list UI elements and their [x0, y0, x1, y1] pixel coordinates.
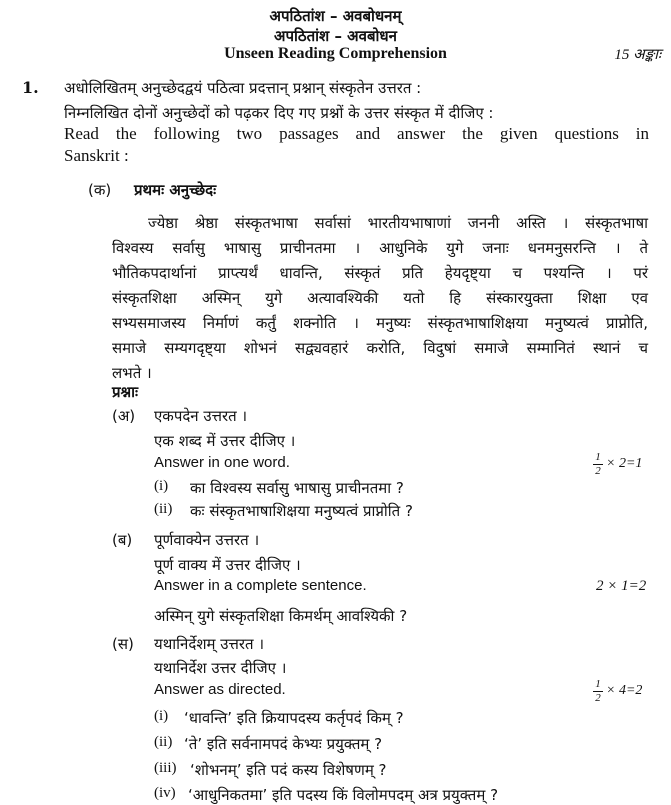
section-b-english: Answer in a complete sentence.	[154, 577, 367, 594]
section-c-item-num: (iv)	[154, 785, 176, 801]
question-number: 1.	[22, 78, 39, 97]
title-sanskrit: अपठितांश – अवबोधनम्	[269, 7, 402, 25]
section-a-marks	[593, 451, 653, 481]
section-c-item-text: ‘धावन्ति’ इति क्रियापदस्य कर्तृपदं किम् ?	[184, 709, 404, 727]
questions-heading: प्रश्नाः	[112, 383, 139, 401]
section-c-marks-rest: × 4=2	[606, 683, 643, 698]
section-a-sanskrit: एकपदेन उत्तरत ।	[154, 407, 248, 425]
passage-line: लभते ।	[112, 364, 152, 382]
section-c-marks-num: 1	[595, 678, 601, 690]
section-c-marks	[593, 678, 653, 708]
passage-line: विश्वस्य सर्वासु भाषासु प्राचीनतमा । आधुनिके युगे जनाः धनमनुसरन्ति । ते	[112, 239, 648, 257]
section-b-label: (ब)	[112, 531, 133, 549]
passage-label: (क)	[88, 181, 112, 199]
instruction-english-2: Sanskrit :	[64, 146, 129, 165]
section-c-item-text: ‘शोभनम्’ इति पदं कस्य विशेषणम् ?	[190, 761, 387, 779]
instruction-sanskrit: अधोलिखितम् अनुच्छेदद्वयं पठित्वा प्रदत्तान् प्रश्नान् संस्कृतेन उत्तरत :	[64, 79, 422, 97]
section-a-hindi: एक शब्द में उत्तर दीजिए ।	[154, 432, 296, 450]
section-c-item-text: ‘ते’ इति सर्वनामपदं केभ्यः प्रयुक्तम् ?	[184, 735, 383, 753]
total-marks: 15 अङ्काः	[614, 47, 661, 63]
section-c-item-num: (ii)	[154, 734, 173, 750]
section-c-english: Answer as directed.	[154, 681, 286, 698]
passage-line: संस्कृतशिक्षा अस्मिन् युगे अत्यावश्यिकी यतो हि संस्कारयुक्ता शिक्षा एव	[112, 289, 648, 307]
section-a-marks-den: 2	[595, 465, 601, 477]
section-a-marks-rest: × 2=1	[606, 456, 643, 471]
section-c-item-num: (i)	[154, 708, 169, 724]
section-a-item-num: (i)	[154, 478, 169, 494]
section-b-marks: 2 × 1=2	[596, 578, 647, 594]
section-a-english: Answer in one word.	[154, 454, 290, 471]
section-c-sanskrit: यथानिर्देशम् उत्तरत ।	[154, 635, 265, 653]
passage-line: सभ्यसमाजस्य निर्माणं कर्तुं शक्नोति । मनुष्यः संस्कृतभाषाशिक्षया मनुष्यत्वं प्राप्नोति,	[112, 314, 648, 332]
section-a-marks-num: 1	[595, 451, 601, 463]
section-b-hindi: पूर्ण वाक्य में उत्तर दीजिए ।	[154, 556, 301, 574]
instruction-hindi: निम्नलिखित दोनों अनुच्छेदों को पढ़कर दिए गए प्रश्नों के उत्तर संस्कृत में दीजिए :	[64, 104, 494, 122]
title-english: Unseen Reading Comprehension	[224, 45, 447, 62]
section-b-question: अस्मिन् युगे संस्कृतशिक्षा किमर्थम् आवश्यिकी ?	[154, 607, 408, 625]
section-c-marks-den: 2	[595, 692, 601, 704]
section-b-sanskrit: पूर्णवाक्येन उत्तरत ।	[154, 531, 260, 549]
passage-line: भौतिकपदार्थानां प्राप्त्यर्थं धावन्ति, संस्कृतं प्रति हेयदृष्ट्या च पश्यन्ति । परं	[112, 264, 648, 282]
passage-line: ज्येष्ठा श्रेष्ठा संस्कृतभाषा सर्वासां भारतीयभाषाणां जननी अस्ति । संस्कृतभाषा	[148, 214, 648, 232]
section-c-hindi: यथानिर्देश उत्तर दीजिए ।	[154, 659, 287, 677]
section-a-item-text: का विश्वस्य सर्वासु भाषासु प्राचीनतमा ?	[190, 479, 404, 497]
section-c-item-num: (iii)	[154, 760, 177, 776]
section-c-item-text: ‘आधुनिकतमा’ इति पदस्य किं विलोमपदम् अत्र प्रयुक्तम् ?	[188, 786, 499, 804]
title-hindi: अपठितांश – अवबोधन	[274, 27, 397, 45]
instruction-english-1: Read the following two passages and answer the given questions in	[64, 124, 649, 143]
section-a-label: (अ)	[112, 407, 136, 425]
passage-heading: प्रथमः अनुच्छेदः	[134, 181, 217, 199]
section-a-item-text: कः संस्कृतभाषाशिक्षया मनुष्यत्वं प्राप्नोति ?	[190, 502, 413, 520]
passage-line: समाजे सम्यगदृष्ट्या शोभनं सद्व्यवहारं करोति, विदुषां समाजे सम्मानितं स्थानं च	[112, 339, 648, 357]
section-a-item-num: (ii)	[154, 501, 173, 517]
section-c-label: (स)	[112, 635, 134, 653]
